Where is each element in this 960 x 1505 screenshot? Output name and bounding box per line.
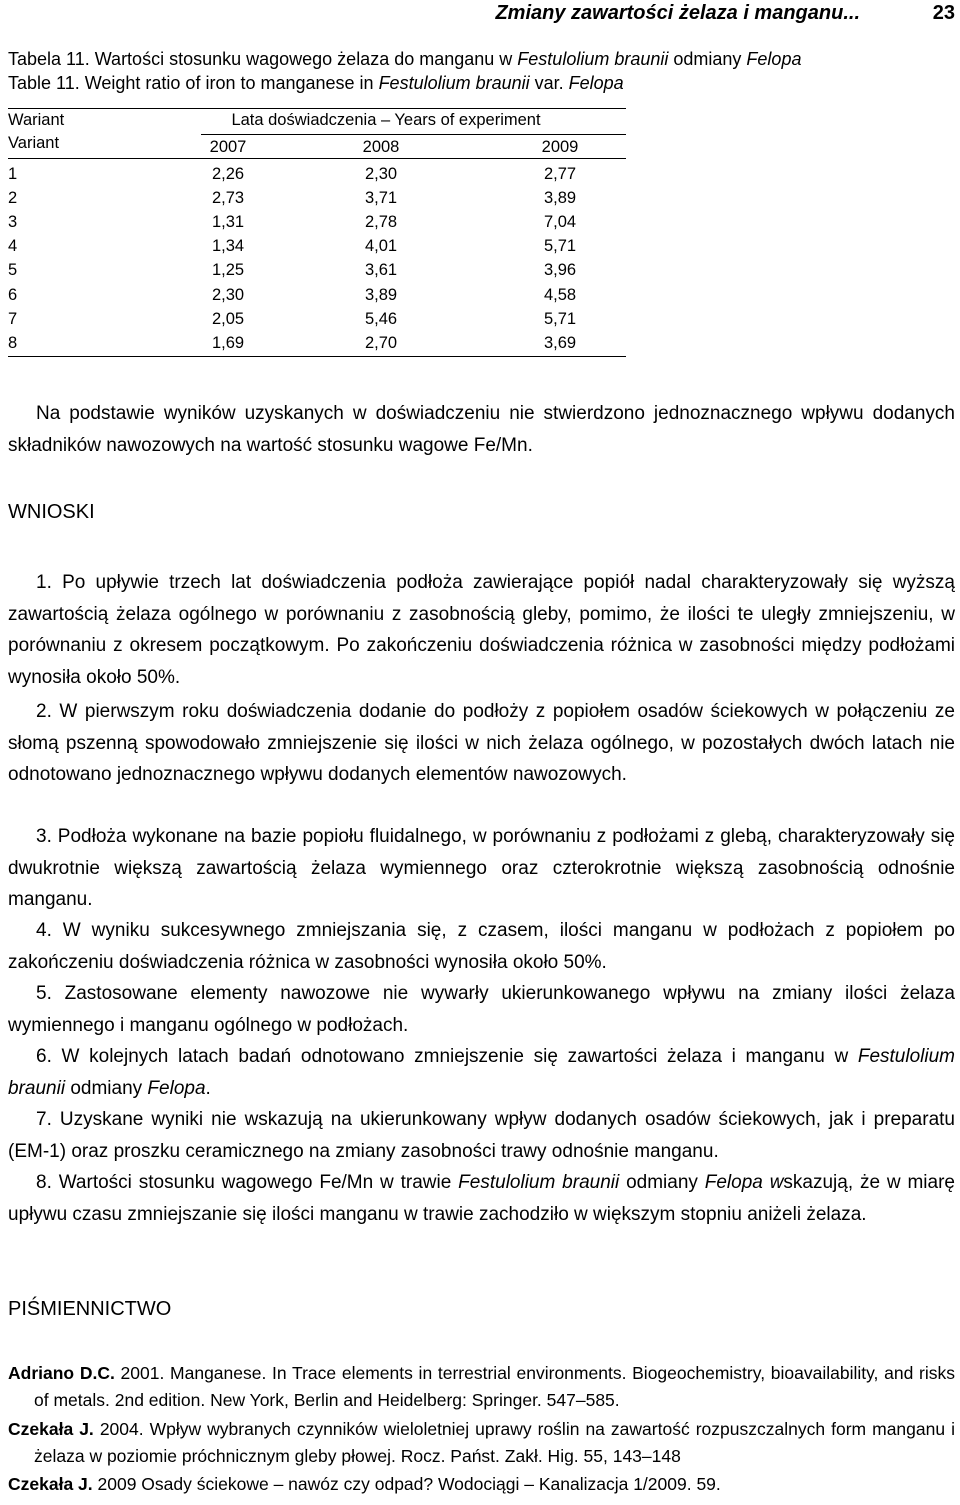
conclusion-item: 8. Wartości stosunku wagowego Fe/Mn w trawie Festulolium braunii odmiany Felopa wskazują, że w miarę upływu czasu zmniejszanie się ilości manganu w trawie zachodziło w większym stopniu aniżeli żelaza. — [8, 1172, 955, 1225]
table-cell-variant: 2 — [8, 189, 18, 208]
conclusion-item: 5. Zastosowane elementy nawozowe nie wywarły ukierunkowanego wpływu na zmiany ilości żelaza wymiennego i manganu ogólnego w podłożach. — [8, 983, 955, 1036]
table-cell-value: 3,96 — [543, 261, 577, 280]
column-header-years: Lata doświadczenia – Years of experiment — [231, 111, 541, 129]
table-cell-value: 2,77 — [543, 165, 577, 183]
page-number: 23 — [932, 2, 955, 24]
column-header-year: 2007 — [209, 138, 247, 156]
table-cell-value: 1,25 — [211, 261, 245, 280]
table-cell-value: 3,89 — [364, 285, 398, 304]
references-heading: PIŚMIENNICTWO — [8, 1298, 172, 1320]
summary-paragraph: Na podstawie wyników uzyskanych w doświadczeniu nie stwierdzono jednoznacznego wpływu dodanych składników nawozowych na wartość stosunku wagowe Fe/Mn. — [8, 403, 955, 456]
table-cell-value: 3,71 — [364, 189, 398, 208]
table-cell-value: 2,73 — [211, 189, 245, 208]
table-cell-variant: 3 — [8, 213, 18, 232]
table-cell-value: 4,58 — [543, 285, 577, 304]
reference-item: Adriano D.C. 2001. Manganese. In Trace elements in terrestrial environments. Biogeochemistry, bioavailability, and risks of metals. 2nd edition. New York, Berlin and Heidelberg: Springer. 547–585. — [8, 1363, 955, 1410]
table-cell-value: 2,30 — [364, 165, 398, 183]
table-cell-value: 7,04 — [543, 213, 577, 232]
reference-item: Czekała J. 2009 Osady ściekowe – nawóz czy odpad? Wodociągi – Kanalizacja 1/2009. 59. — [8, 1474, 721, 1494]
conclusion-item: 7. Uzyskane wyniki nie wskazują na ukierunkowany wpływ dodanych osadów ściekowych, jak i preparatu (EM-1) oraz proszku ceramicznego na zmiany zasobności trawy odnośnie manganu. — [8, 1109, 955, 1162]
table-cell-value: 4,01 — [364, 237, 398, 256]
table-cell-variant: 7 — [8, 309, 18, 328]
column-header-variant-pl: Wariant — [8, 111, 65, 129]
years-header-rule — [201, 134, 626, 135]
conclusion-item: 2. W pierwszym roku doświadczenia dodanie do podłoży z popiołem osadów ściekowych w połączeniu ze słomą pszenną spowodowało zmniejszenie się ilości w nich żelaza ogólnego, w pozostałych dwóch latach nie odnotowano jednoznacznego wpływu dodanych elementów nawozowych. — [8, 701, 955, 785]
table-bottom-rule — [8, 356, 626, 357]
column-header-year: 2009 — [541, 138, 579, 156]
table-cell-value: 2,78 — [364, 213, 398, 232]
table-cell-value: 5,71 — [543, 237, 577, 256]
column-header-variant-en: Variant — [8, 134, 60, 152]
table-top-rule — [8, 108, 626, 109]
table-cell-value: 5,71 — [543, 309, 577, 328]
table-caption-en: Table 11. Weight ratio of iron to manganese in Festulolium braunii var. Felopa — [8, 73, 624, 93]
conclusion-item: 6. W kolejnych latach badań odnotowano zmniejszenie się zawartości żelaza i manganu w Festulolium braunii odmiany Felopa. — [8, 1046, 955, 1099]
running-header — [0, 2, 955, 30]
table-cell-variant: 1 — [8, 165, 18, 183]
table-cell-value: 2,30 — [211, 285, 245, 304]
table-header-rule — [8, 158, 626, 159]
table-cell-variant: 5 — [8, 261, 18, 280]
column-header-year: 2008 — [362, 138, 400, 156]
table-cell-value: 3,69 — [543, 333, 577, 352]
table-cell-variant: 4 — [8, 237, 18, 256]
conclusions-heading: WNIOSKI — [8, 501, 95, 523]
table-cell-value: 3,61 — [364, 261, 398, 280]
table-cell-value: 1,69 — [211, 333, 245, 352]
table-cell-value: 1,34 — [211, 237, 245, 256]
reference-item: Czekała J. 2004. Wpływ wybranych czynników wieloletniej uprawy roślin na zawartość rozpuszczalnych form manganu i żelaza w poziomie próchnicznym gleby płowej. Rocz. Państ. Zakł. Hig. 55, 143–148 — [8, 1419, 955, 1466]
table-cell-value: 2,05 — [211, 309, 245, 328]
table-cell-value: 5,46 — [364, 309, 398, 328]
conclusion-item: 1. Po upływie trzech lat doświadczenia podłoża zawierające popiół nadal charakteryzowały się wyższą zawartością żelaza ogólnego w porównaniu z zasobnością gleby, pomimo, że ilości te uległy zmniejszeniu, w porównaniu z okresem początkowym. Po zakończeniu doświadczenia różnica w zasobności między podłożami wynosiła około 50%. — [8, 572, 955, 688]
table-cell-value: 2,26 — [211, 165, 245, 183]
table-cell-variant: 6 — [8, 285, 18, 304]
running-title: Zmiany zawartości żelaza i manganu... — [495, 2, 860, 24]
table-cell-value: 3,89 — [543, 189, 577, 208]
conclusion-item: 4. W wyniku sukcesywnego zmniejszania się, z czasem, ilości manganu w podłożach z popiołem po zakończeniu doświadczenia różnica w zasobności wynosiła około 50%. — [8, 920, 955, 973]
table-caption-pl: Tabela 11. Wartości stosunku wagowego żelaza do manganu w Festulolium braunii odmiany Felopa — [8, 49, 802, 69]
table-cell-variant: 8 — [8, 333, 18, 352]
table-cell-value: 2,70 — [364, 333, 398, 352]
table-cell-value: 1,31 — [211, 213, 245, 232]
conclusion-item: 3. Podłoża wykonane na bazie popiołu fluidalnego, w porównaniu z podłożami z glebą, charakteryzowały się dwukrotnie większą zawartością żelaza wymiennego oraz czterokrotnie większą zasobnością odnośnie manganu. — [8, 826, 955, 910]
